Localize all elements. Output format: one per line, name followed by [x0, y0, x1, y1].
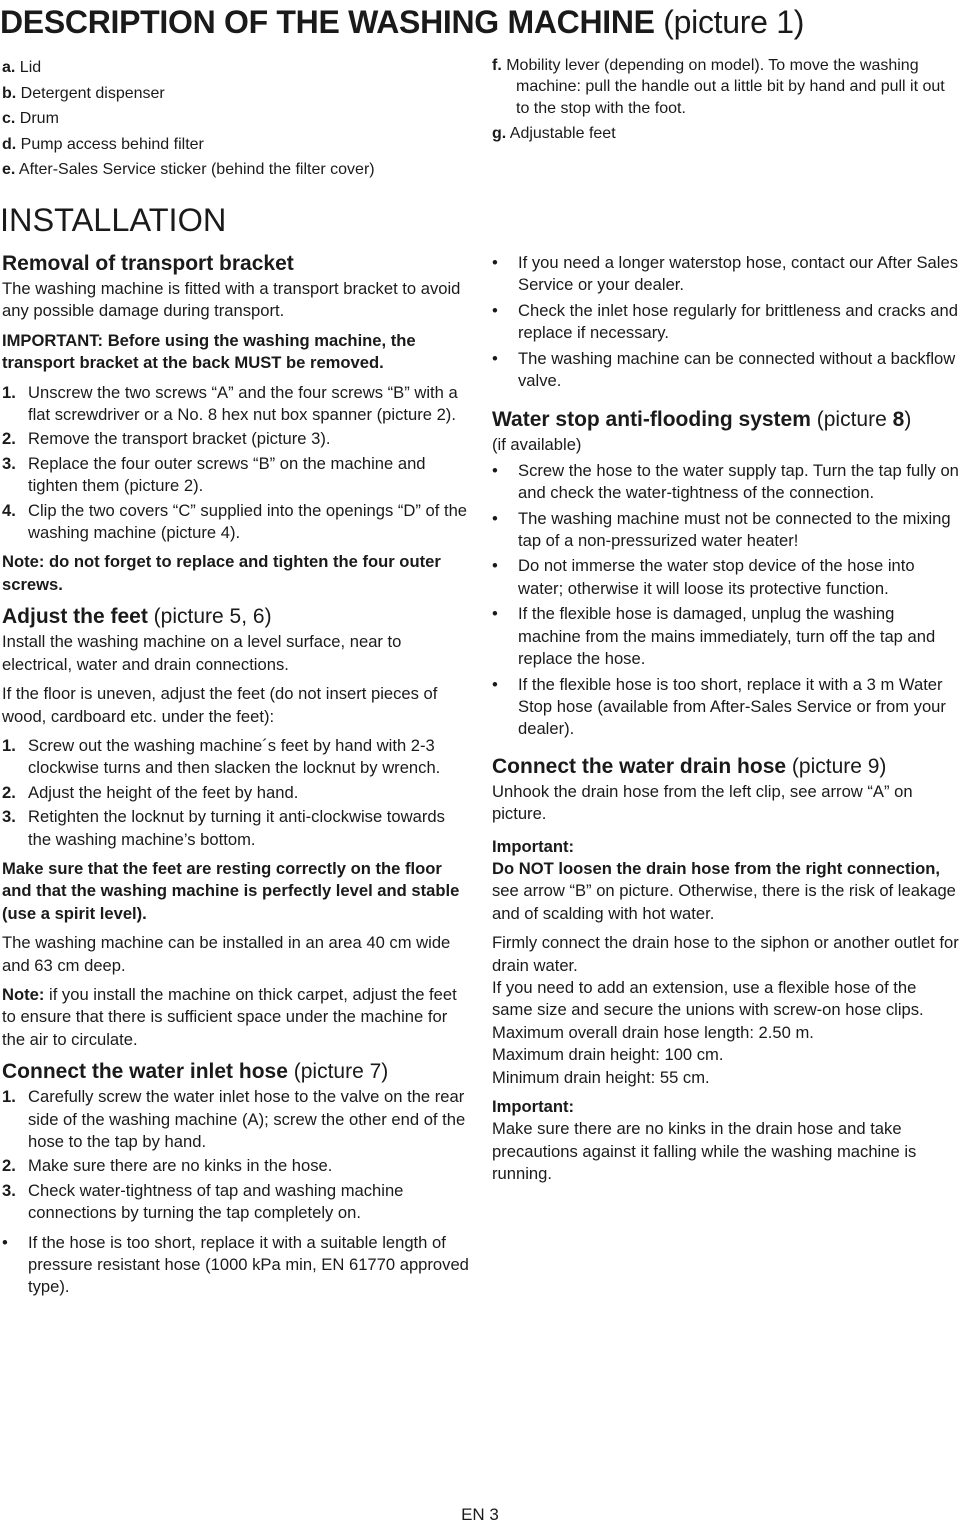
important-notice: IMPORTANT: Before using the washing machine, the transport bracket at the back MUST be removed.: [2, 330, 416, 373]
part-item: d. Pump access behind filter: [2, 135, 204, 153]
left-column: [2, 250, 472, 1306]
step-item: 1. Carefully screw the water inlet hose to the valve on the rear side of the washing machine (A); screw the other end of the hose to the tap by hand.: [2, 1087, 466, 1151]
step-item: 1. Screw out the washing machine´s feet by hand with 2-3 clockwise turns and then slacken the locknut by wrench.: [2, 735, 441, 778]
bullet-icon: •: [492, 348, 498, 368]
paragraph: Unhook the drain hose from the left clip, see arrow “A” on picture.: [492, 781, 913, 824]
bullet-list: [2, 1232, 472, 1299]
warning: Do NOT loosen the drain hose from the right connection, see arrow “B” on picture. Otherwise, there is the risk of leakage and of scalding with hot water.: [492, 858, 956, 923]
part-item: b. Detergent dispenser: [2, 84, 165, 102]
parts-list-left: [2, 55, 472, 183]
steps-list: [2, 735, 472, 851]
availability-note: (if available): [492, 435, 582, 455]
step-item: 2. Adjust the height of the feet by hand.: [2, 782, 299, 802]
step-item: 3. Replace the four outer screws “B” on the machine and tighten them (picture 2).: [2, 453, 426, 496]
note: Note: if you install the machine on thick carpet, adjust the feet to ensure that there is sufficient space under the machine for the air to circulate.: [2, 984, 457, 1049]
paragraph: If you need to add an extension, use a flexible hose of the same size and secure the unions with screw-on hose clips.: [492, 977, 924, 1020]
parts-list-right: [492, 55, 957, 149]
bullet-item: • If the flexible hose is damaged, unplug the washing machine from the mains immediately, turn off the tap and replace the hose.: [492, 604, 936, 669]
bullet-icon: •: [492, 556, 498, 576]
paragraph: If the floor is uneven, adjust the feet (do not insert pieces of wood, cardboard etc. under the feet):: [2, 684, 438, 726]
max-height: Maximum drain height: 100 cm.: [492, 1045, 724, 1065]
max-length: Maximum overall drain hose length: 2.50 m.: [492, 1022, 814, 1042]
paragraph: Make sure there are no kinks in the drain hose and take precautions against it falling while the washing machine is running.: [492, 1119, 917, 1184]
bullet-list: [492, 252, 960, 392]
step-item: 4. Clip the two covers “C” supplied into the openings “D” of the washing machine (picture 4).: [2, 500, 468, 543]
bullet-item: • Screw the hose to the water supply tap. Turn the tap fully on and check the water-tightness of the connection.: [492, 460, 959, 503]
important-label: Important:: [492, 836, 575, 856]
step-item: 2. Remove the transport bracket (picture 3).: [2, 429, 331, 449]
step-item: 2. Make sure there are no kinks in the hose.: [2, 1156, 333, 1176]
paragraph: The washing machine is fitted with a transport bracket to avoid any possible damage during transport.: [2, 279, 461, 321]
bullet-icon: •: [492, 674, 498, 694]
warning: Make sure that the feet are resting correctly on the floor and that the washing machine is perfectly level and stable (use a spirit level).: [2, 858, 460, 923]
paragraph: The washing machine can be installed in an area 40 cm wide and 63 cm deep.: [2, 933, 451, 975]
bullet-icon: •: [2, 1232, 8, 1252]
step-item: 1. Unscrew the two screws “A” and the four screws “B” with a flat screwdriver or a No. 8 hex nut box spanner (picture 2).: [2, 382, 458, 425]
bullet-icon: •: [492, 604, 498, 624]
bullet-item: • The washing machine can be connected without a backflow valve.: [492, 348, 956, 391]
drain-hose-section: [492, 753, 960, 1186]
steps-list: [2, 382, 472, 545]
part-item: e. After-Sales Service sticker (behind the filter cover): [2, 161, 375, 179]
bullet-item: • Check the inlet hose regularly for brittleness and cracks and replace if necessary.: [492, 300, 958, 343]
transport-bracket-section: [2, 250, 472, 596]
water-stop-section: [492, 406, 960, 740]
bullet-icon: •: [492, 508, 498, 528]
section-heading: Water stop anti-flooding system (picture 8): [492, 408, 912, 432]
section-heading: Connect the water drain hose (picture 9): [492, 754, 887, 778]
step-item: 3. Retighten the locknut by turning it anti-clockwise towards the washing machine’s bottom.: [2, 807, 445, 849]
paragraph: Install the washing machine on a level surface, near to electrical, water and drain connections.: [2, 632, 402, 674]
inlet-hose-section: [2, 1058, 472, 1299]
bullet-icon: •: [492, 300, 498, 320]
bullet-item: • If the flexible hose is too short, replace it with a 3 m Water Stop hose (available from After-Sales Service or from your dealer).: [492, 674, 946, 739]
title-picture-ref: (picture 1): [654, 4, 805, 40]
paragraph: Firmly connect the drain hose to the siphon or another outlet for drain water.: [492, 933, 959, 975]
adjust-feet-section: [2, 603, 472, 1051]
steps-list: [2, 1086, 472, 1224]
bullet-item: • Do not immerse the water stop device of the hose into water; otherwise it will loose its protective function.: [492, 556, 915, 598]
part-item: a. Lid: [2, 59, 42, 76]
part-item: c. Drum: [2, 110, 59, 128]
page-title: [0, 2, 804, 42]
title-main: DESCRIPTION OF THE WASHING MACHINE: [0, 4, 655, 40]
part-item: g. Adjustable feet: [492, 125, 616, 143]
bullet-icon: •: [492, 253, 498, 272]
part-item: f. Mobility lever (depending on model). To move the washing machine: pull the handle out a little bit by hand and pull it out to the stop with the foot.: [492, 57, 945, 117]
bullet-list: [492, 460, 960, 741]
bullet-item: • If you need a longer waterstop hose, contact our After Sales Service or your dealer.: [492, 253, 959, 295]
installation-title: INSTALLATION: [0, 202, 227, 238]
important-label: Important:: [492, 1097, 575, 1116]
page-number: EN 3: [461, 1505, 499, 1524]
section-heading: Connect the water inlet hose (picture 7): [2, 1060, 389, 1084]
section-heading: Removal of transport bracket: [2, 252, 294, 275]
right-column: [492, 252, 960, 1193]
bullet-icon: •: [492, 460, 498, 480]
bullet-item: • If the hose is too short, replace it with a suitable length of pressure resistant hose (1000 kPa min, EN 61770 approved type).: [2, 1232, 469, 1297]
note: Note: do not forget to replace and tighten the four outer screws.: [2, 552, 441, 594]
min-height: Minimum drain height: 55 cm.: [492, 1067, 710, 1087]
bullet-item: • The washing machine must not be connected to the mixing tap of a non-pressurized water heater!: [492, 508, 951, 551]
section-heading: Adjust the feet (picture 5, 6): [2, 605, 272, 629]
step-item: 3. Check water-tightness of tap and washing machine connections by turning the tap completely on.: [2, 1180, 404, 1223]
